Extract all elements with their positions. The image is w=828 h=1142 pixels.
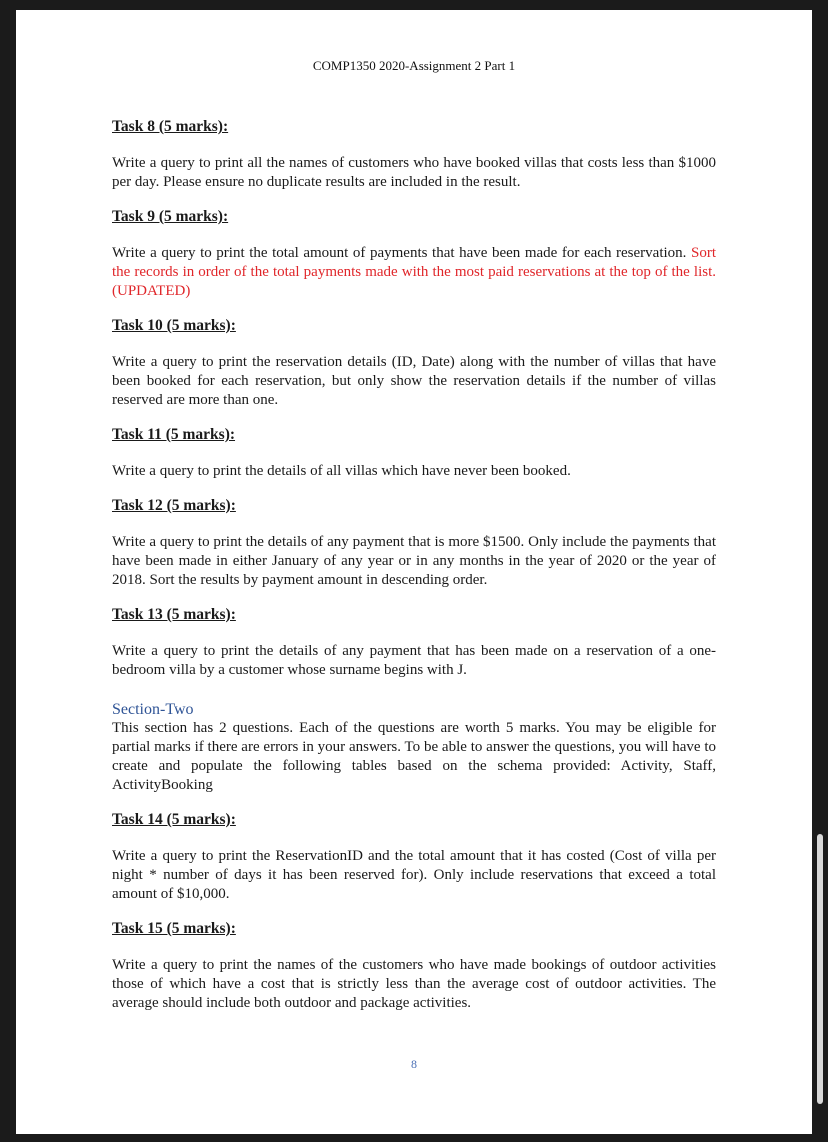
task-11	[112, 426, 716, 481]
section-two	[112, 700, 716, 795]
task-text	[112, 244, 716, 301]
page-header: COMP1350 2020-Assignment 2 Part 1	[312, 58, 516, 73]
task-title: Task 13 (5 marks):	[112, 606, 236, 623]
task-text: Write a query to print all the names of customers who have booked villas that costs less than $1000 per day. Please ensure no duplicate results are included in the result.	[112, 155, 716, 190]
task-text: Write a query to print the names of the customers who have made bookings of outdoor activities those of which have a cost that is strictly less than the average cost of outdoor activities. The average should include both outdoor and package activities.	[112, 957, 716, 1011]
task-9	[112, 208, 716, 301]
task-text-updated: Sort the records in order of the total payments made with the most paid reservations at the top of the list. (UPDATED)	[112, 245, 716, 299]
task-13	[112, 606, 716, 680]
document-page	[16, 10, 812, 1134]
task-8	[112, 118, 716, 192]
page-content	[112, 118, 716, 1029]
task-12	[112, 497, 716, 590]
task-title: Task 11 (5 marks):	[112, 426, 236, 443]
task-text-black: Write a query to print the total amount of payments that have been made for each reservation.	[112, 245, 687, 261]
task-title: Task 10 (5 marks):	[112, 317, 236, 334]
task-10	[112, 317, 716, 410]
task-title: Task 15 (5 marks):	[112, 920, 236, 937]
task-text: Write a query to print the details of any payment that has been made on a reservation of a one-bedroom villa by a customer whose surname begins with J.	[112, 643, 716, 678]
task-text: Write a query to print the details of any payment that is more $1500. Only include the payments that have been made in either January of any year or in any months in the year of 2020 or the year of 2018. Sort the results by payment amount in descending order.	[112, 534, 716, 588]
task-text: Write a query to print the ReservationID and the total amount that it has costed (Cost of villa per night * number of days it has been reserved for). Only include reservations that exceed a total amount of $10,000.	[112, 848, 716, 902]
task-title: Task 9 (5 marks):	[112, 208, 229, 225]
task-title: Task 12 (5 marks):	[112, 497, 236, 514]
task-text: Write a query to print the details of all villas which have never been booked.	[112, 463, 571, 479]
section-body: This section has 2 questions. Each of the questions are worth 5 marks. You may be eligible for partial marks if there are errors in your answers. To be able to answer the questions, you will have to create and populate the following tables based on the schema provided: Activity, Staff, ActivityBooking	[112, 720, 716, 793]
task-15	[112, 920, 716, 1013]
task-14	[112, 811, 716, 904]
task-text: Write a query to print the reservation details (ID, Date) along with the number of villas that have been booked for each reservation, but only show the reservation details if the number of villas reserved are more than one.	[112, 354, 716, 408]
task-title: Task 8 (5 marks):	[112, 118, 229, 135]
section-title: Section-Two	[112, 701, 194, 718]
task-title: Task 14 (5 marks):	[112, 811, 236, 828]
page-number: 8	[411, 1057, 417, 1071]
scrollbar[interactable]	[817, 834, 823, 1104]
